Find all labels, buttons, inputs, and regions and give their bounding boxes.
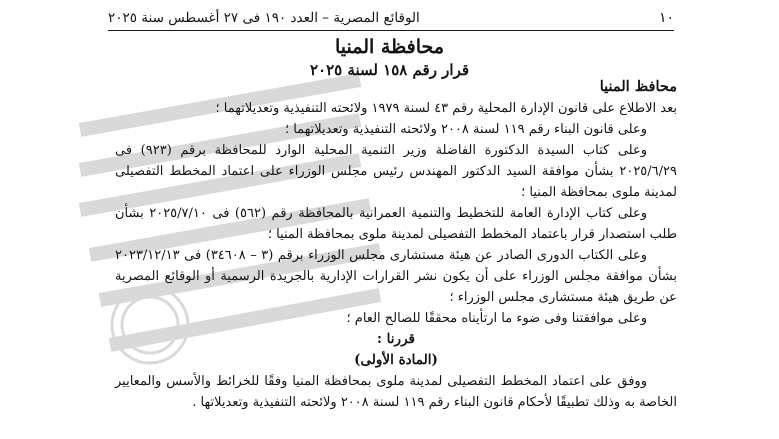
decided-heading: قررنا : [377,331,415,347]
preamble-paragraph: وعلى الكتاب الدورى الصادر عن هيئة مستشارى مجلس الوزراء برقم (٣ – ٣٤٦٠٨) فى ٢٠٢٣/١٢/١٣ بشأن موافقة مجلس الوزراء على أن يكون نشر القرارات الإدارية بالجريدة الرسمية أو الوقائع المصرية عن طريق هيئة مستشارى مجلس الوزراء ؛ [115,248,677,305]
governorate-title: محافظة المنيا [334,36,444,58]
preamble-paragraph: وعلى كتاب السيدة الدكتورة الفاضلة وزير التنمية المحلية الوارد للمحافظة برقم (٩٢٣) فى ٢٠٢٥/٦/٢٩ بشأن موافقة السيد الدكتور المهندس رئيس مجلس الوزراء على اعتماد المخطط التفصيلى لمدينة ملوى بمحافظة المنيا ؛ [115,143,677,200]
running-title: الوقائع المصرية – العدد ١٩٠ فى ٢٧ أغسطس سنة ٢٠٢٥ [108,10,420,26]
decree-title: قرار رقم ١٥٨ لسنة ٢٠٢٥ [309,61,470,79]
preamble-paragraph: بعد الاطلاع على قانون الإدارة المحلية رقم ٤٣ لسنة ١٩٧٩ ولائحته التنفيذية وتعديلاتهما ؛ [215,101,677,116]
preamble-paragraph: وعلى قانون البناء رقم ١١٩ لسنة ٢٠٠٨ ولائحته التنفيذية وتعديلاتهما ؛ [284,122,647,137]
decree-body [115,98,677,413]
preamble-paragraph: وعلى كتاب الإدارة العامة للتخطيط والتنمية العمرانية بالمحافظة رقم (٥٦٢) فى ٢٠٢٥/٧/١٠ بشأن طلب استصدار قرار باعتماد المخطط التفصيلى لمدينة ملوى بمحافظة المنيا ؛ [115,206,677,242]
preamble-paragraph: وعلى موافقتنا وفى ضوء ما ارتأيناه محققًا للصالح العام ؛ [346,311,647,326]
issuer-title: محافظ المنيا [599,78,677,95]
article-title: (المادة الأولى) [354,352,438,368]
page-number: ١٠ [658,10,674,26]
page-header [108,6,674,31]
article-text: ووفق على اعتماد المخطط التفصيلى لمدينة ملوى بمحافظة المنيا وفقًا للخرائط والأسس والمعايير الخاصة به وذلك تطبيقًا لأحكام قانون البناء رقم ١١٩ لسنة ٢٠٠٨ ولائحته التنفيذية وتعديلاتها . [115,374,677,410]
